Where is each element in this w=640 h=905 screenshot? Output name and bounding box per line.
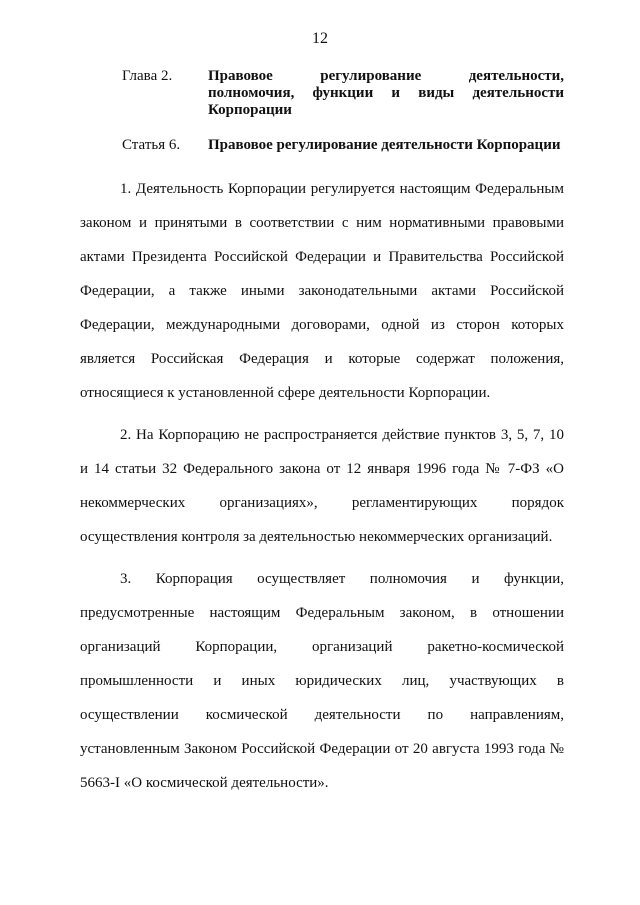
page-number: 12 (312, 30, 328, 47)
chapter-title: Правовое регулирование деятельности, полномочия, функции и виды деятельности Корпорации (208, 68, 564, 118)
paragraph-3: 3. Корпорация осуществляет полномочия и функции, предусмотренные настоящим Федеральным законом, в отношении организаций Корпорации, организаций ракетно-космической промышленности и иных юридических лиц, участвующих в осуществлении космической деятельности по направлениям, установленным Законом Российской Федерации от 20 августа 1993 года № 5663-I «О космической деятельности». (80, 571, 564, 791)
paragraph-2: 2. На Корпорацию не распространяется действие пунктов 3, 5, 7, 10 и 14 статьи 32 Федерального закона от 12 января 1996 года № 7-ФЗ «О некоммерческих организациях», регламентирующих порядок осуществления контроля за деятельностью некоммерческих организаций. (80, 427, 564, 545)
article-body (80, 172, 564, 800)
chapter-label: Глава 2. (122, 68, 173, 84)
article-title: Правовое регулирование деятельности Корпорации (208, 137, 561, 153)
paragraph-1: 1. Деятельность Корпорации регулируется настоящим Федеральным законом и принятыми в соответствии с ним нормативными правовыми актами Президента Российской Федерации и Правительства Российской Федерации, а также иными законодательными актами Российской Федерации, международными договорами, одной из сторон которых является Российская Федерация и которые содержат положения, относящиеся к установленной сфере деятельности Корпорации. (80, 181, 564, 401)
article-label: Статья 6. (122, 137, 181, 153)
